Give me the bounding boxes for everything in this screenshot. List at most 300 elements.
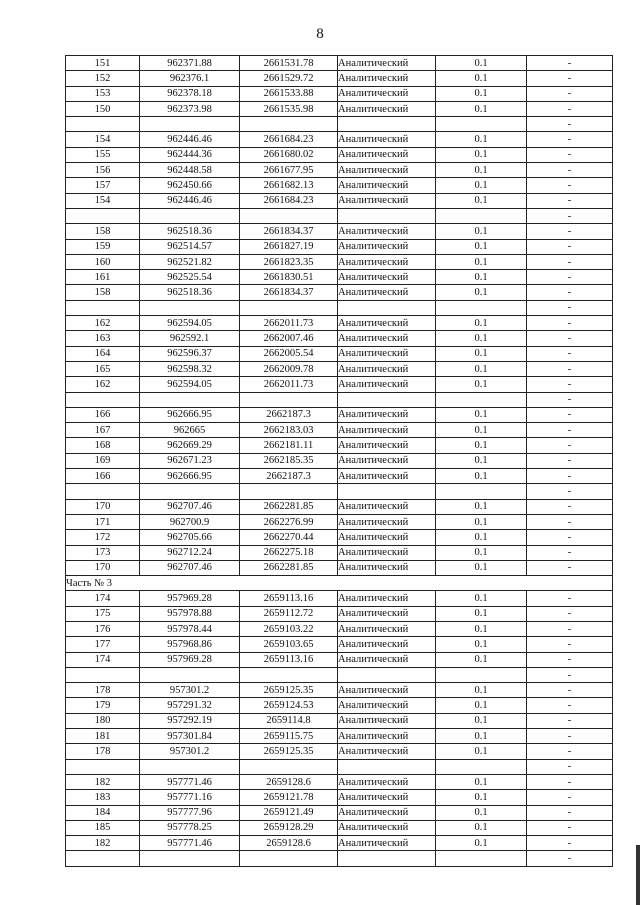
method: Аналитический (338, 591, 436, 606)
method: Аналитический (338, 132, 436, 147)
table-row (66, 239, 613, 254)
table-row-separator (66, 484, 613, 499)
empty-cell (436, 300, 527, 315)
dash-cell: - (527, 331, 613, 346)
method: Аналитический (338, 514, 436, 529)
x-coordinate: 957301.84 (140, 729, 240, 744)
empty-cell (436, 667, 527, 682)
empty-cell (338, 392, 436, 407)
method: Аналитический (338, 361, 436, 376)
point-number: 175 (66, 606, 140, 621)
accuracy: 0.1 (436, 545, 527, 560)
method: Аналитический (338, 698, 436, 713)
dash-cell: - (527, 698, 613, 713)
table-row (66, 407, 613, 422)
y-coordinate: 2659103.22 (240, 621, 338, 636)
table-row (66, 729, 613, 744)
y-coordinate: 2662281.85 (240, 499, 338, 514)
dash-cell: - (527, 147, 613, 162)
accuracy: 0.1 (436, 499, 527, 514)
table-row (66, 698, 613, 713)
accuracy: 0.1 (436, 147, 527, 162)
method: Аналитический (338, 621, 436, 636)
table-row (66, 836, 613, 851)
accuracy: 0.1 (436, 346, 527, 361)
point-number: 155 (66, 147, 140, 162)
y-coordinate: 2661684.23 (240, 193, 338, 208)
method: Аналитический (338, 178, 436, 193)
method: Аналитический (338, 683, 436, 698)
y-coordinate: 2661684.23 (240, 132, 338, 147)
table-row (66, 499, 613, 514)
x-coordinate: 957301.2 (140, 683, 240, 698)
dash-cell: - (527, 591, 613, 606)
y-coordinate: 2661834.37 (240, 224, 338, 239)
table-row (66, 453, 613, 468)
point-number: 184 (66, 805, 140, 820)
point-number: 158 (66, 285, 140, 300)
part-heading-row (66, 576, 613, 591)
table-row (66, 163, 613, 178)
table-row (66, 254, 613, 269)
method: Аналитический (338, 729, 436, 744)
dash-cell: - (527, 392, 613, 407)
dash-cell: - (527, 423, 613, 438)
y-coordinate: 2661680.02 (240, 147, 338, 162)
point-number: 182 (66, 774, 140, 789)
table-row (66, 316, 613, 331)
x-coordinate: 962700.9 (140, 514, 240, 529)
dash-cell: - (527, 545, 613, 560)
point-number: 171 (66, 514, 140, 529)
accuracy: 0.1 (436, 530, 527, 545)
empty-cell (240, 392, 338, 407)
y-coordinate: 2662276.99 (240, 514, 338, 529)
y-coordinate: 2659124.53 (240, 698, 338, 713)
empty-cell (66, 851, 140, 866)
table-row-separator (66, 851, 613, 866)
empty-cell (66, 300, 140, 315)
x-coordinate: 962525.54 (140, 270, 240, 285)
method: Аналитический (338, 713, 436, 728)
x-coordinate: 957771.46 (140, 836, 240, 851)
y-coordinate: 2661531.78 (240, 56, 338, 71)
y-coordinate: 2659115.75 (240, 729, 338, 744)
table-row-separator (66, 300, 613, 315)
dash-cell: - (527, 254, 613, 269)
point-number: 166 (66, 469, 140, 484)
x-coordinate: 962378.18 (140, 86, 240, 101)
point-number: 176 (66, 621, 140, 636)
accuracy: 0.1 (436, 239, 527, 254)
method: Аналитический (338, 469, 436, 484)
part-heading: Часть № 3 (66, 576, 613, 591)
accuracy: 0.1 (436, 423, 527, 438)
table-row (66, 285, 613, 300)
accuracy: 0.1 (436, 193, 527, 208)
point-number: 162 (66, 377, 140, 392)
method: Аналитический (338, 56, 436, 71)
y-coordinate: 2661682.13 (240, 178, 338, 193)
y-coordinate: 2659128.6 (240, 836, 338, 851)
page-number: 8 (316, 26, 324, 42)
method: Аналитический (338, 423, 436, 438)
method: Аналитический (338, 530, 436, 545)
accuracy: 0.1 (436, 377, 527, 392)
y-coordinate: 2661830.51 (240, 270, 338, 285)
table-row (66, 530, 613, 545)
dash-cell: - (527, 453, 613, 468)
x-coordinate: 962376.1 (140, 71, 240, 86)
method: Аналитический (338, 774, 436, 789)
table-row (66, 621, 613, 636)
y-coordinate: 2659103.65 (240, 637, 338, 652)
point-number: 163 (66, 331, 140, 346)
accuracy: 0.1 (436, 637, 527, 652)
table-row (66, 560, 613, 575)
y-coordinate: 2661827.19 (240, 239, 338, 254)
method: Аналитический (338, 438, 436, 453)
y-coordinate: 2662281.85 (240, 560, 338, 575)
empty-cell (240, 759, 338, 774)
method: Аналитический (338, 652, 436, 667)
dash-cell: - (527, 193, 613, 208)
accuracy: 0.1 (436, 621, 527, 636)
method: Аналитический (338, 637, 436, 652)
table-row (66, 545, 613, 560)
x-coordinate: 957771.46 (140, 774, 240, 789)
accuracy: 0.1 (436, 683, 527, 698)
x-coordinate: 962707.46 (140, 499, 240, 514)
empty-cell (240, 208, 338, 223)
accuracy: 0.1 (436, 270, 527, 285)
empty-cell (436, 851, 527, 866)
dash-cell: - (527, 530, 613, 545)
dash-cell: - (527, 361, 613, 376)
y-coordinate: 2661677.95 (240, 163, 338, 178)
point-number: 166 (66, 407, 140, 422)
point-number: 165 (66, 361, 140, 376)
point-number: 158 (66, 224, 140, 239)
y-coordinate: 2659125.35 (240, 683, 338, 698)
point-number: 185 (66, 820, 140, 835)
accuracy: 0.1 (436, 790, 527, 805)
x-coordinate: 957969.28 (140, 652, 240, 667)
point-number: 168 (66, 438, 140, 453)
x-coordinate: 962596.37 (140, 346, 240, 361)
x-coordinate: 962448.58 (140, 163, 240, 178)
dash-cell: - (527, 820, 613, 835)
method: Аналитический (338, 820, 436, 835)
method: Аналитический (338, 71, 436, 86)
point-number: 174 (66, 591, 140, 606)
table-row-separator (66, 392, 613, 407)
accuracy: 0.1 (436, 469, 527, 484)
y-coordinate: 2659113.16 (240, 591, 338, 606)
accuracy: 0.1 (436, 652, 527, 667)
table-row (66, 805, 613, 820)
method: Аналитический (338, 101, 436, 116)
point-number: 154 (66, 193, 140, 208)
x-coordinate: 957978.88 (140, 606, 240, 621)
point-number: 156 (66, 163, 140, 178)
dash-cell: - (527, 438, 613, 453)
accuracy: 0.1 (436, 316, 527, 331)
empty-cell (140, 484, 240, 499)
empty-cell (436, 117, 527, 132)
accuracy: 0.1 (436, 285, 527, 300)
point-number: 170 (66, 499, 140, 514)
x-coordinate: 962518.36 (140, 285, 240, 300)
dash-cell: - (527, 805, 613, 820)
dash-cell: - (527, 514, 613, 529)
table-row (66, 270, 613, 285)
y-coordinate: 2662187.3 (240, 469, 338, 484)
dash-cell: - (527, 86, 613, 101)
method: Аналитический (338, 453, 436, 468)
point-number: 151 (66, 56, 140, 71)
accuracy: 0.1 (436, 606, 527, 621)
method: Аналитический (338, 407, 436, 422)
accuracy: 0.1 (436, 774, 527, 789)
method: Аналитический (338, 331, 436, 346)
method: Аналитический (338, 346, 436, 361)
table-row (66, 346, 613, 361)
accuracy: 0.1 (436, 224, 527, 239)
empty-cell (66, 392, 140, 407)
table-row-separator (66, 208, 613, 223)
accuracy: 0.1 (436, 514, 527, 529)
accuracy: 0.1 (436, 453, 527, 468)
dash-cell: - (527, 759, 613, 774)
dash-cell: - (527, 790, 613, 805)
table-row (66, 101, 613, 116)
empty-cell (338, 117, 436, 132)
table-row (66, 820, 613, 835)
dash-cell: - (527, 836, 613, 851)
y-coordinate: 2659128.6 (240, 774, 338, 789)
point-number: 157 (66, 178, 140, 193)
method: Аналитический (338, 606, 436, 621)
dash-cell: - (527, 56, 613, 71)
y-coordinate: 2662005.54 (240, 346, 338, 361)
x-coordinate: 962444.36 (140, 147, 240, 162)
accuracy: 0.1 (436, 71, 527, 86)
empty-cell (240, 117, 338, 132)
method: Аналитический (338, 545, 436, 560)
empty-cell (66, 759, 140, 774)
accuracy: 0.1 (436, 805, 527, 820)
dash-cell: - (527, 851, 613, 866)
dash-cell: - (527, 132, 613, 147)
accuracy: 0.1 (436, 438, 527, 453)
accuracy: 0.1 (436, 560, 527, 575)
dash-cell: - (527, 683, 613, 698)
y-coordinate: 2659114.8 (240, 713, 338, 728)
coordinates-table-body (66, 56, 613, 867)
empty-cell (66, 117, 140, 132)
dash-cell: - (527, 499, 613, 514)
dash-cell: - (527, 484, 613, 499)
method: Аналитический (338, 224, 436, 239)
accuracy: 0.1 (436, 361, 527, 376)
empty-cell (338, 300, 436, 315)
table-row (66, 178, 613, 193)
y-coordinate: 2662185.35 (240, 453, 338, 468)
table-row (66, 683, 613, 698)
x-coordinate: 962669.29 (140, 438, 240, 453)
x-coordinate: 957778.25 (140, 820, 240, 835)
y-coordinate: 2659125.35 (240, 744, 338, 759)
table-row (66, 713, 613, 728)
method: Аналитический (338, 254, 436, 269)
table-row (66, 606, 613, 621)
y-coordinate: 2662011.73 (240, 316, 338, 331)
y-coordinate: 2659112.72 (240, 606, 338, 621)
empty-cell (140, 300, 240, 315)
empty-cell (436, 484, 527, 499)
method: Аналитический (338, 836, 436, 851)
table-row (66, 591, 613, 606)
empty-cell (140, 117, 240, 132)
empty-cell (66, 667, 140, 682)
method: Аналитический (338, 744, 436, 759)
y-coordinate: 2661535.98 (240, 101, 338, 116)
empty-cell (240, 851, 338, 866)
accuracy: 0.1 (436, 178, 527, 193)
table-row (66, 147, 613, 162)
accuracy: 0.1 (436, 331, 527, 346)
x-coordinate: 957301.2 (140, 744, 240, 759)
table-row (66, 132, 613, 147)
empty-cell (140, 759, 240, 774)
table-row (66, 71, 613, 86)
dash-cell: - (527, 239, 613, 254)
x-coordinate: 962665 (140, 423, 240, 438)
y-coordinate: 2662275.18 (240, 545, 338, 560)
table-row (66, 774, 613, 789)
table-row (66, 438, 613, 453)
method: Аналитический (338, 377, 436, 392)
x-coordinate: 962594.05 (140, 377, 240, 392)
table-row (66, 637, 613, 652)
x-coordinate: 962671.23 (140, 453, 240, 468)
point-number: 178 (66, 744, 140, 759)
table-row (66, 193, 613, 208)
table-row-separator (66, 759, 613, 774)
y-coordinate: 2662009.78 (240, 361, 338, 376)
method: Аналитический (338, 239, 436, 254)
method: Аналитический (338, 499, 436, 514)
empty-cell (436, 392, 527, 407)
y-coordinate: 2659113.16 (240, 652, 338, 667)
y-coordinate: 2659128.29 (240, 820, 338, 835)
point-number: 150 (66, 101, 140, 116)
empty-cell (338, 484, 436, 499)
empty-cell (240, 300, 338, 315)
table-row-separator (66, 117, 613, 132)
point-number: 170 (66, 560, 140, 575)
y-coordinate: 2662187.3 (240, 407, 338, 422)
point-number: 178 (66, 683, 140, 698)
y-coordinate: 2662181.11 (240, 438, 338, 453)
dash-cell: - (527, 316, 613, 331)
dash-cell: - (527, 560, 613, 575)
x-coordinate: 962371.88 (140, 56, 240, 71)
accuracy: 0.1 (436, 729, 527, 744)
point-number: 173 (66, 545, 140, 560)
y-coordinate: 2661533.88 (240, 86, 338, 101)
scan-edge-mark (636, 845, 640, 905)
accuracy: 0.1 (436, 820, 527, 835)
empty-cell (338, 667, 436, 682)
empty-cell (66, 208, 140, 223)
dash-cell: - (527, 300, 613, 315)
dash-cell: - (527, 744, 613, 759)
table-row (66, 331, 613, 346)
empty-cell (140, 667, 240, 682)
accuracy: 0.1 (436, 163, 527, 178)
method: Аналитический (338, 790, 436, 805)
table-row (66, 514, 613, 529)
point-number: 179 (66, 698, 140, 713)
accuracy: 0.1 (436, 101, 527, 116)
empty-cell (338, 759, 436, 774)
table-row (66, 469, 613, 484)
empty-cell (338, 208, 436, 223)
x-coordinate: 962592.1 (140, 331, 240, 346)
dash-cell: - (527, 208, 613, 223)
y-coordinate: 2661529.72 (240, 71, 338, 86)
dash-cell: - (527, 621, 613, 636)
point-number: 164 (66, 346, 140, 361)
point-number: 160 (66, 254, 140, 269)
table-row (66, 423, 613, 438)
dash-cell: - (527, 71, 613, 86)
dash-cell: - (527, 377, 613, 392)
point-number: 153 (66, 86, 140, 101)
point-number: 183 (66, 790, 140, 805)
point-number: 167 (66, 423, 140, 438)
x-coordinate: 957291.32 (140, 698, 240, 713)
x-coordinate: 962446.46 (140, 132, 240, 147)
method: Аналитический (338, 86, 436, 101)
method: Аналитический (338, 285, 436, 300)
dash-cell: - (527, 652, 613, 667)
point-number: 174 (66, 652, 140, 667)
accuracy: 0.1 (436, 713, 527, 728)
table-row (66, 56, 613, 71)
accuracy: 0.1 (436, 698, 527, 713)
y-coordinate: 2662183.03 (240, 423, 338, 438)
empty-cell (140, 851, 240, 866)
x-coordinate: 962666.95 (140, 407, 240, 422)
method: Аналитический (338, 316, 436, 331)
dash-cell: - (527, 285, 613, 300)
point-number: 180 (66, 713, 140, 728)
point-number: 162 (66, 316, 140, 331)
accuracy: 0.1 (436, 591, 527, 606)
point-number: 182 (66, 836, 140, 851)
table-row (66, 652, 613, 667)
x-coordinate: 962450.66 (140, 178, 240, 193)
x-coordinate: 962705.66 (140, 530, 240, 545)
x-coordinate: 957777.96 (140, 805, 240, 820)
x-coordinate: 962373.98 (140, 101, 240, 116)
dash-cell: - (527, 637, 613, 652)
y-coordinate: 2661823.35 (240, 254, 338, 269)
accuracy: 0.1 (436, 56, 527, 71)
